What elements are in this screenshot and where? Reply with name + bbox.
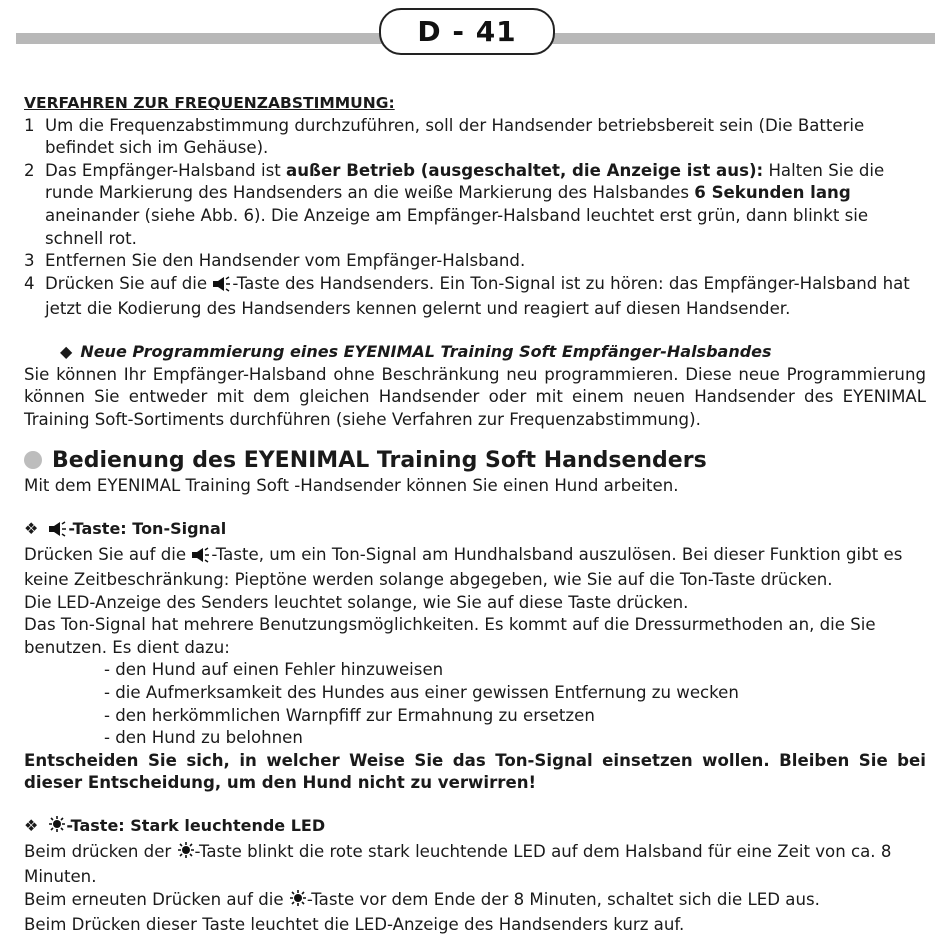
- tone-uses-list: [104, 659, 926, 749]
- led-off-paragraph: Beim erneuten Drücken auf die -Taste vor dem Ende der 8 Minuten, schaltet sich die LED aus.: [24, 889, 926, 915]
- list-item: - den Hund zu belohnen: [104, 728, 303, 748]
- page-number: D - 41: [417, 15, 517, 48]
- list-item: - den Hund auf einen Fehler hinzuweisen: [104, 660, 444, 680]
- operation-intro: Mit dem EYENIMAL Training Soft -Handsender können Sie einen Hund arbeiten.: [24, 476, 679, 496]
- document-body: [24, 92, 926, 937]
- step-item: 2 Das Empfänger-Halsband ist außer Betrieb (ausgeschaltet, die Anzeige ist aus): Halten Sie die runde Markierung des Handsenders an die weiße Markierung des Halsbandes 6 Sekunden lang aneinander (siehe Abb. 6). Die Anzeige am Empfänger-Halsband leuchtet erst grün, dann blinkt sie schnell rot.: [24, 160, 885, 248]
- reprogramming-title: ◆ Neue Programmierung eines EYENIMAL Training Soft Empfänger-Halsbandes: [60, 341, 772, 361]
- frequency-section-title: VERFAHREN ZUR FREQUENZABSTIMMUNG:: [24, 94, 395, 112]
- led-heading: ❖ -Taste: Stark leuchtende LED: [24, 815, 926, 841]
- step-item: 1 Um die Frequenzabstimmung durchzuführen, soll der Handsender betriebsbereit sein (Die Batterie befindet sich im Gehäuse).: [24, 115, 865, 158]
- light-burst-icon: [48, 816, 66, 841]
- frequency-steps: [24, 115, 926, 321]
- tone-warning: Entscheiden Sie sich, in welcher Weise Sie das Ton-Signal einsetzen wollen. Bleiben Sie bei dieser Entscheidung, um den Hund nicht zu verwirren!: [24, 750, 926, 793]
- list-item: - die Aufmerksamkeit des Hundes aus einer gewissen Entfernung zu wecken: [104, 683, 739, 703]
- step-item: 3 Entfernen Sie den Handsender vom Empfänger-Halsband.: [24, 251, 526, 271]
- circle-bullet-icon: [24, 451, 42, 469]
- diamond-bullet-icon: ◆: [60, 341, 73, 361]
- light-burst-icon: [177, 842, 195, 867]
- page-number-badge: [379, 8, 555, 55]
- led-paragraph: Beim drücken der -Taste blinkt die rote stark leuchtende LED auf dem Halsband für eine Zeit von ca. 8 Minuten.: [24, 841, 892, 887]
- list-item: - den herkömmlichen Warnpfiff zur Ermahnung zu ersetzen: [104, 705, 595, 725]
- speaker-icon: [48, 521, 68, 544]
- operation-heading: Bedienung des EYENIMAL Training Soft Handsenders: [24, 447, 926, 475]
- fleuron-bullet-icon: ❖: [24, 518, 39, 538]
- tone-uses-intro: Das Ton-Signal hat mehrere Benutzungsmöglichkeiten. Es kommt auf die Dressurmethoden an, die Sie benutzen. Es dient dazu:: [24, 615, 876, 657]
- tone-led-note: Die LED-Anzeige des Senders leuchtet solange, wie Sie auf diese Taste drücken.: [24, 592, 689, 612]
- step-item: 4 Drücken Sie auf die -Taste des Handsenders. Ein Ton-Signal ist zu hören: das Empfänger-Halsband hat jetzt die Kodierung des Handsenders kennen gelernt und reagiert auf diesen Handsender.: [24, 273, 910, 319]
- reprogramming-text: Sie können Ihr Empfänger-Halsband ohne Beschränkung neu programmieren. Diese neue Programmierung können Sie entweder mit dem gleichen Handsender oder mit einem neuen Handsender des EYENIMAL Training Soft-Sortiments durchführen (siehe Verfahren zur Frequenzabstimmung).: [24, 364, 926, 429]
- speaker-icon: [212, 276, 232, 299]
- tone-heading: ❖ -Taste: Ton-Signal: [24, 518, 926, 544]
- tone-paragraph: Drücken Sie auf die -Taste, um ein Ton-Signal am Hundhalsband auszulösen. Bei dieser Funktion gibt es keine Zeitbeschränkung: Pieptöne werden solange abgegeben, wie Sie auf die Ton-Taste drücken.: [24, 544, 903, 590]
- fleuron-bullet-icon: ❖: [24, 816, 39, 836]
- speaker-icon: [191, 547, 211, 570]
- led-indicator-note: Beim Drücken dieser Taste leuchtet die LED-Anzeige des Handsenders kurz auf.: [24, 915, 685, 935]
- light-burst-icon: [289, 890, 307, 915]
